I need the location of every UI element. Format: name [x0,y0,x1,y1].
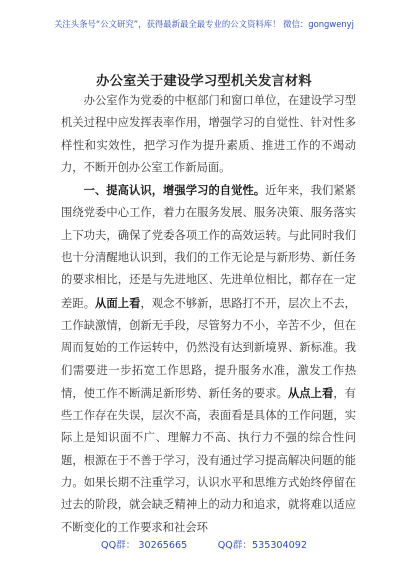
intro-paragraph: 办公室作为党委的中枢部门和窗口单位，在建设学习型机关过程中应发挥表率作用，增强学习的自觉性、针对性多样性和实效性，把学习作为提升素质、推进工作的不竭动力，不断开创办公室工作新局面。 [61,94,356,174]
section-1-text-c: ，有些工作存在失误，层次不高，表面看是具体的工作问题，实际上是知识面不广、理解力不高、执行力不强的综合性问题，根源在于不善于学习，没有通过学习提高解决问题的能力。如果长期不注重学习，认识水平和思维方式始终停留在过去的阶段，就会缺乏精神上的动力和追求，就将难以适应不断变化的工作要求和社会环 [61,386,356,534]
emphasis-surface-view: 从面上看 [95,295,141,310]
section-1-text-b: ，观念不够新，思路打不开，层次上不去，工作缺激情，创新无手段，尽管努力不小，辛苦不少，但在周而复始的工作运转中，仍然没有达到新境界、新标准。我们需要进一步拓宽工作思路，提升服务水准，激发工作热情，使工作不断满足新形势、新任务的要求。 [61,296,356,400]
document-title: 办公室关于建设学习型机关发言材料 [96,74,312,89]
footer-qq-groups: QQ群： 30265665 QQ群：535304092 [101,540,307,551]
document-body [61,90,356,539]
promo-banner: 关注头条号“公文研究”，获得最新最全最专业的公文资料库！ 微信：gongwenyj [54,19,354,29]
section-1-heading: 一、提高认识，增强学习的自觉性。 [83,183,266,198]
emphasis-point-view: 从点上看 [287,385,334,400]
section-1-text-a: 近年来，我们紧紧围绕党委中心工作，着力在服务发展、服务决策、服务落实上下功夫，确保了党委各项工作的高效运转。与此同时我们也十分清醒地认识到，我们的工作无论是与新形势、新任务的要求相比，还是与先进地区、先进单位相比，都存在一定差距。 [61,184,356,310]
section-1-paragraph [61,179,356,539]
